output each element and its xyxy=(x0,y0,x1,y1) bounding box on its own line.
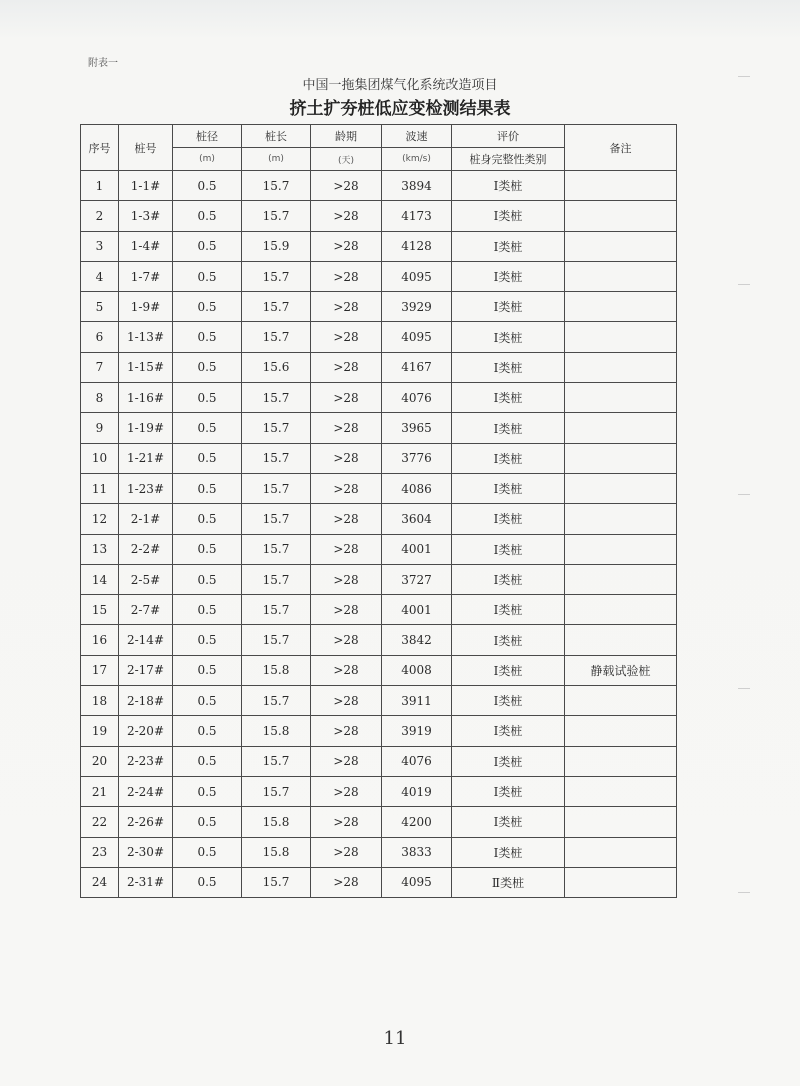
cell-integrity-class: Ⅰ类桩 xyxy=(452,504,565,534)
cell-integrity-class: Ⅰ类桩 xyxy=(452,837,565,867)
cell-integrity-class: Ⅰ类桩 xyxy=(452,261,565,291)
cell-seq: 22 xyxy=(81,807,119,837)
cell-integrity-class: Ⅰ类桩 xyxy=(452,716,565,746)
unit-length: (m) xyxy=(242,148,311,171)
cell-age: >28 xyxy=(311,292,382,322)
cell-remarks xyxy=(565,716,677,746)
cell-length: 15.7 xyxy=(242,686,311,716)
col-header-integrity-class: 桩身完整性类别 xyxy=(452,148,565,171)
cell-diameter: 0.5 xyxy=(173,867,242,897)
cell-length: 15.7 xyxy=(242,322,311,352)
cell-integrity-class: Ⅱ类桩 xyxy=(452,867,565,897)
table-row xyxy=(81,171,677,201)
table-row xyxy=(81,746,677,776)
cell-pile-no: 1-9# xyxy=(119,292,173,322)
cell-remarks xyxy=(565,473,677,503)
cell-pile-no: 1-7# xyxy=(119,261,173,291)
scan-edge-mark xyxy=(738,494,750,495)
cell-wave-speed: 4200 xyxy=(382,807,452,837)
cell-age: >28 xyxy=(311,564,382,594)
cell-length: 15.8 xyxy=(242,807,311,837)
cell-remarks xyxy=(565,807,677,837)
cell-diameter: 0.5 xyxy=(173,504,242,534)
scan-edge-mark xyxy=(738,76,750,77)
cell-seq: 21 xyxy=(81,776,119,806)
cell-length: 15.7 xyxy=(242,292,311,322)
cell-integrity-class: Ⅰ类桩 xyxy=(452,322,565,352)
cell-age: >28 xyxy=(311,383,382,413)
cell-age: >28 xyxy=(311,201,382,231)
cell-length: 15.7 xyxy=(242,564,311,594)
col-header-length: 桩长 xyxy=(242,125,311,148)
table-row xyxy=(81,352,677,382)
cell-diameter: 0.5 xyxy=(173,171,242,201)
cell-length: 15.8 xyxy=(242,837,311,867)
table-row xyxy=(81,716,677,746)
cell-seq: 20 xyxy=(81,746,119,776)
cell-integrity-class: Ⅰ类桩 xyxy=(452,352,565,382)
cell-pile-no: 1-21# xyxy=(119,443,173,473)
results-table xyxy=(80,124,677,898)
cell-remarks xyxy=(565,534,677,564)
cell-age: >28 xyxy=(311,443,382,473)
cell-wave-speed: 4076 xyxy=(382,746,452,776)
cell-wave-speed: 3919 xyxy=(382,716,452,746)
cell-pile-no: 2-26# xyxy=(119,807,173,837)
cell-length: 15.7 xyxy=(242,746,311,776)
table-row xyxy=(81,383,677,413)
table-row xyxy=(81,473,677,503)
cell-wave-speed: 3727 xyxy=(382,564,452,594)
cell-wave-speed: 3894 xyxy=(382,171,452,201)
cell-remarks xyxy=(565,686,677,716)
cell-diameter: 0.5 xyxy=(173,473,242,503)
cell-wave-speed: 3842 xyxy=(382,625,452,655)
cell-length: 15.7 xyxy=(242,201,311,231)
cell-diameter: 0.5 xyxy=(173,534,242,564)
cell-wave-speed: 4095 xyxy=(382,322,452,352)
cell-pile-no: 1-19# xyxy=(119,413,173,443)
cell-diameter: 0.5 xyxy=(173,686,242,716)
cell-diameter: 0.5 xyxy=(173,564,242,594)
attachment-label: 附表一 xyxy=(88,58,118,69)
cell-remarks xyxy=(565,443,677,473)
cell-length: 15.9 xyxy=(242,231,311,261)
table-row xyxy=(81,504,677,534)
cell-pile-no: 1-1# xyxy=(119,171,173,201)
cell-diameter: 0.5 xyxy=(173,383,242,413)
cell-pile-no: 2-30# xyxy=(119,837,173,867)
cell-seq: 19 xyxy=(81,716,119,746)
cell-age: >28 xyxy=(311,655,382,685)
cell-wave-speed: 4086 xyxy=(382,473,452,503)
cell-integrity-class: Ⅰ类桩 xyxy=(452,443,565,473)
table-row xyxy=(81,534,677,564)
cell-remarks xyxy=(565,231,677,261)
cell-wave-speed: 4001 xyxy=(382,534,452,564)
cell-integrity-class: Ⅰ类桩 xyxy=(452,564,565,594)
cell-pile-no: 2-5# xyxy=(119,564,173,594)
col-header-pile-no: 桩号 xyxy=(119,125,173,171)
cell-seq: 12 xyxy=(81,504,119,534)
scan-edge-mark xyxy=(738,284,750,285)
cell-diameter: 0.5 xyxy=(173,261,242,291)
cell-integrity-class: Ⅰ类桩 xyxy=(452,807,565,837)
cell-remarks xyxy=(565,352,677,382)
cell-length: 15.7 xyxy=(242,171,311,201)
cell-diameter: 0.5 xyxy=(173,292,242,322)
cell-diameter: 0.5 xyxy=(173,201,242,231)
cell-remarks xyxy=(565,837,677,867)
cell-integrity-class: Ⅰ类桩 xyxy=(452,534,565,564)
cell-pile-no: 2-18# xyxy=(119,686,173,716)
table-row xyxy=(81,776,677,806)
table-row xyxy=(81,413,677,443)
cell-pile-no: 1-4# xyxy=(119,231,173,261)
cell-wave-speed: 3604 xyxy=(382,504,452,534)
cell-length: 15.8 xyxy=(242,655,311,685)
cell-remarks xyxy=(565,383,677,413)
cell-age: >28 xyxy=(311,867,382,897)
cell-wave-speed: 3776 xyxy=(382,443,452,473)
cell-remarks xyxy=(565,746,677,776)
table-row xyxy=(81,231,677,261)
cell-diameter: 0.5 xyxy=(173,625,242,655)
cell-integrity-class: Ⅰ类桩 xyxy=(452,171,565,201)
cell-length: 15.7 xyxy=(242,413,311,443)
cell-integrity-class: Ⅰ类桩 xyxy=(452,292,565,322)
cell-remarks: 静载试验桩 xyxy=(565,655,677,685)
cell-diameter: 0.5 xyxy=(173,837,242,867)
cell-seq: 23 xyxy=(81,837,119,867)
cell-seq: 5 xyxy=(81,292,119,322)
cell-seq: 7 xyxy=(81,352,119,382)
cell-wave-speed: 3965 xyxy=(382,413,452,443)
cell-age: >28 xyxy=(311,171,382,201)
cell-integrity-class: Ⅰ类桩 xyxy=(452,686,565,716)
cell-wave-speed: 3929 xyxy=(382,292,452,322)
page-number: 11 xyxy=(383,1028,407,1049)
cell-wave-speed: 4167 xyxy=(382,352,452,382)
cell-integrity-class: Ⅰ类桩 xyxy=(452,413,565,443)
cell-integrity-class: Ⅰ类桩 xyxy=(452,595,565,625)
cell-seq: 14 xyxy=(81,564,119,594)
cell-seq: 16 xyxy=(81,625,119,655)
cell-age: >28 xyxy=(311,716,382,746)
cell-age: >28 xyxy=(311,686,382,716)
cell-integrity-class: Ⅰ类桩 xyxy=(452,625,565,655)
cell-wave-speed: 4076 xyxy=(382,383,452,413)
cell-wave-speed: 4173 xyxy=(382,201,452,231)
cell-pile-no: 2-14# xyxy=(119,625,173,655)
cell-length: 15.7 xyxy=(242,595,311,625)
cell-length: 15.7 xyxy=(242,625,311,655)
cell-diameter: 0.5 xyxy=(173,231,242,261)
cell-age: >28 xyxy=(311,473,382,503)
cell-remarks xyxy=(565,867,677,897)
cell-length: 15.7 xyxy=(242,261,311,291)
cell-pile-no: 1-23# xyxy=(119,473,173,503)
cell-integrity-class: Ⅰ类桩 xyxy=(452,201,565,231)
cell-age: >28 xyxy=(311,413,382,443)
cell-remarks xyxy=(565,776,677,806)
cell-wave-speed: 4095 xyxy=(382,867,452,897)
cell-length: 15.7 xyxy=(242,534,311,564)
cell-integrity-class: Ⅰ类桩 xyxy=(452,746,565,776)
cell-remarks xyxy=(565,292,677,322)
cell-integrity-class: Ⅰ类桩 xyxy=(452,655,565,685)
cell-age: >28 xyxy=(311,231,382,261)
cell-wave-speed: 4019 xyxy=(382,776,452,806)
cell-diameter: 0.5 xyxy=(173,776,242,806)
table-row xyxy=(81,261,677,291)
col-header-diameter: 桩径 xyxy=(173,125,242,148)
cell-remarks xyxy=(565,595,677,625)
cell-pile-no: 1-16# xyxy=(119,383,173,413)
cell-integrity-class: Ⅰ类桩 xyxy=(452,776,565,806)
cell-seq: 2 xyxy=(81,201,119,231)
col-header-remarks: 备注 xyxy=(565,125,677,171)
cell-diameter: 0.5 xyxy=(173,746,242,776)
cell-age: >28 xyxy=(311,625,382,655)
cell-length: 15.6 xyxy=(242,352,311,382)
table-row xyxy=(81,837,677,867)
cell-seq: 3 xyxy=(81,231,119,261)
cell-age: >28 xyxy=(311,261,382,291)
cell-seq: 9 xyxy=(81,413,119,443)
cell-length: 15.7 xyxy=(242,443,311,473)
scan-edge-mark xyxy=(738,892,750,893)
cell-age: >28 xyxy=(311,595,382,625)
cell-age: >28 xyxy=(311,352,382,382)
cell-length: 15.7 xyxy=(242,473,311,503)
cell-age: >28 xyxy=(311,534,382,564)
col-header-wave-speed: 波速 xyxy=(382,125,452,148)
cell-length: 15.8 xyxy=(242,716,311,746)
unit-diameter: (m) xyxy=(173,148,242,171)
cell-length: 15.7 xyxy=(242,383,311,413)
cell-pile-no: 2-24# xyxy=(119,776,173,806)
col-header-evaluation: 评价 xyxy=(452,125,565,148)
table-row xyxy=(81,625,677,655)
cell-seq: 18 xyxy=(81,686,119,716)
cell-pile-no: 2-20# xyxy=(119,716,173,746)
table-row xyxy=(81,595,677,625)
table-title: 挤土扩夯桩低应变检测结果表 xyxy=(289,99,511,119)
cell-seq: 17 xyxy=(81,655,119,685)
cell-seq: 8 xyxy=(81,383,119,413)
cell-age: >28 xyxy=(311,322,382,352)
cell-wave-speed: 4001 xyxy=(382,595,452,625)
cell-diameter: 0.5 xyxy=(173,807,242,837)
cell-pile-no: 2-2# xyxy=(119,534,173,564)
cell-pile-no: 2-31# xyxy=(119,867,173,897)
cell-integrity-class: Ⅰ类桩 xyxy=(452,383,565,413)
cell-remarks xyxy=(565,564,677,594)
scan-edge-mark xyxy=(738,688,750,689)
cell-pile-no: 1-3# xyxy=(119,201,173,231)
cell-remarks xyxy=(565,322,677,352)
cell-age: >28 xyxy=(311,837,382,867)
cell-length: 15.7 xyxy=(242,867,311,897)
cell-length: 15.7 xyxy=(242,776,311,806)
table-row xyxy=(81,322,677,352)
table-row xyxy=(81,655,677,685)
cell-diameter: 0.5 xyxy=(173,443,242,473)
table-row xyxy=(81,564,677,594)
cell-diameter: 0.5 xyxy=(173,655,242,685)
cell-age: >28 xyxy=(311,807,382,837)
cell-integrity-class: Ⅰ类桩 xyxy=(452,473,565,503)
cell-wave-speed: 4095 xyxy=(382,261,452,291)
cell-integrity-class: Ⅰ类桩 xyxy=(452,231,565,261)
table-body xyxy=(81,171,677,898)
table-row xyxy=(81,867,677,897)
col-header-age: 龄期 xyxy=(311,125,382,148)
cell-pile-no: 2-17# xyxy=(119,655,173,685)
cell-seq: 11 xyxy=(81,473,119,503)
cell-diameter: 0.5 xyxy=(173,595,242,625)
cell-diameter: 0.5 xyxy=(173,352,242,382)
cell-remarks xyxy=(565,261,677,291)
cell-wave-speed: 4008 xyxy=(382,655,452,685)
cell-seq: 6 xyxy=(81,322,119,352)
table-row xyxy=(81,201,677,231)
cell-remarks xyxy=(565,413,677,443)
cell-length: 15.7 xyxy=(242,504,311,534)
cell-wave-speed: 4128 xyxy=(382,231,452,261)
cell-remarks xyxy=(565,504,677,534)
col-header-seq: 序号 xyxy=(81,125,119,171)
table-row xyxy=(81,686,677,716)
cell-remarks xyxy=(565,201,677,231)
cell-pile-no: 2-1# xyxy=(119,504,173,534)
project-name: 中国一拖集团煤气化系统改造项目 xyxy=(302,78,498,93)
cell-age: >28 xyxy=(311,504,382,534)
cell-age: >28 xyxy=(311,746,382,776)
cell-pile-no: 1-13# xyxy=(119,322,173,352)
cell-diameter: 0.5 xyxy=(173,413,242,443)
cell-seq: 4 xyxy=(81,261,119,291)
cell-diameter: 0.5 xyxy=(173,716,242,746)
cell-seq: 10 xyxy=(81,443,119,473)
cell-pile-no: 2-23# xyxy=(119,746,173,776)
cell-seq: 1 xyxy=(81,171,119,201)
unit-wave-speed: (km/s) xyxy=(382,148,452,171)
table-row xyxy=(81,807,677,837)
cell-diameter: 0.5 xyxy=(173,322,242,352)
cell-pile-no: 2-7# xyxy=(119,595,173,625)
cell-age: >28 xyxy=(311,776,382,806)
cell-wave-speed: 3833 xyxy=(382,837,452,867)
table-row xyxy=(81,443,677,473)
cell-remarks xyxy=(565,171,677,201)
unit-age: (天) xyxy=(311,148,382,171)
cell-wave-speed: 3911 xyxy=(382,686,452,716)
cell-seq: 24 xyxy=(81,867,119,897)
cell-pile-no: 1-15# xyxy=(119,352,173,382)
table-row xyxy=(81,292,677,322)
cell-remarks xyxy=(565,625,677,655)
cell-seq: 15 xyxy=(81,595,119,625)
cell-seq: 13 xyxy=(81,534,119,564)
